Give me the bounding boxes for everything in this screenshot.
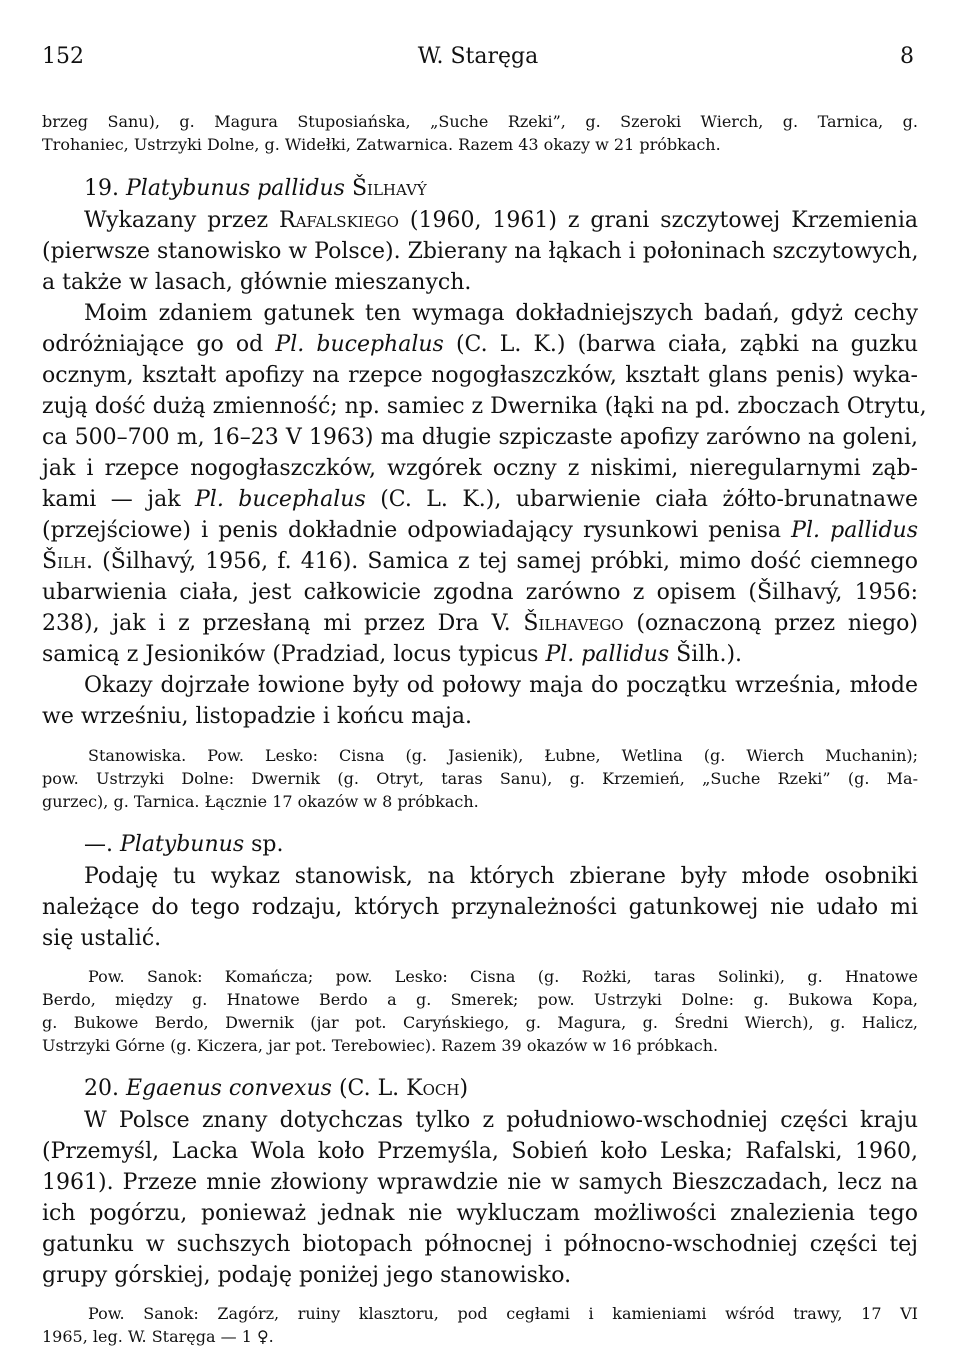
species-heading — [84, 1076, 918, 1101]
species-number: 20. — [84, 1076, 119, 1101]
section-number: 8 — [900, 44, 914, 69]
paragraph-line: Moim zdaniem gatunek ten wymaga dokładniejszych badań, gdyż cechy — [84, 301, 918, 326]
localities-line: pow. Ustrzyki Dolne: Dwernik (g. Otryt, taras Sanu), g. Krzemień, „Suche Rzeki” (g. Ma- — [42, 769, 918, 788]
paragraph-line: Šilh. (Šilhavý, 1956, f. 416). Samica z tej samej próbki, mimo dość ciemnego — [42, 549, 918, 574]
localities-line: g. Bukowe Berdo, Dwernik (jar pot. Caryńskiego, g. Magura, g. Średni Wierch), g. Halicz, — [42, 1013, 918, 1032]
paragraph-line: (przejściowe) i penis dokładnie odpowiadający rysunkowi penisa Pl. pallidus — [42, 518, 918, 543]
localities-line: gurzec), g. Tarnica. Łącznie 17 okazów w 8 próbkach. — [42, 792, 479, 811]
paragraph-line: Okazy dojrzałe łowione były od połowy maja do początku września, młode — [84, 673, 918, 698]
paragraph-line: W Polsce znany dotychczas tylko z południowo-wschodniej części kraju — [84, 1108, 918, 1133]
species-authority: (C. L. Koch) — [338, 1076, 469, 1101]
paragraph-line: ocznym, kształt apofizy na rzepce nogogłaszczków, kształt glans penis) wyka- — [42, 363, 918, 388]
paragraph-line: Trohaniec, Ustrzyki Dolne, g. Widełki, Zatwarnica. Razem 43 okazy w 21 próbkach. — [42, 135, 721, 154]
paragraph-line: należące do tego rodzaju, których przynależności gatunkowej nie udało mi — [42, 895, 918, 920]
species-name: Egaenus convexus — [126, 1076, 332, 1101]
paragraph-line: samicą z Jesioników (Pradziad, locus typicus Pl. pallidus Šilh.). — [42, 642, 743, 667]
paragraph-line: (Przemyśl, Lacka Wola koło Przemyśla, Sobień koło Leska; Rafalski, 1960, — [42, 1139, 918, 1164]
paragraph-line: kami — jak Pl. bucephalus (C. L. K.), ubarwienie ciała żółto-brunatnawe — [42, 487, 918, 512]
species-number: 19. — [84, 176, 119, 201]
localities-line: Pow. Sanok: Zagórz, ruiny klasztoru, pod cegłami i kamieniami wśród trawy, 17 VI — [88, 1304, 918, 1323]
localities-line: Pow. Sanok: Komańcza; pow. Lesko: Cisna (g. Rożki, taras Solinki), g. Hnatowe — [88, 967, 918, 986]
paragraph-line: ich pogórzu, ponieważ jednak nie wykluczam możliwości znalezienia tego — [42, 1201, 918, 1226]
paragraph-line: zują dość dużą zmienność; np. samiec z Dwernika (łąki na pd. zboczach Otrytu, — [42, 394, 927, 419]
paragraph-line: gatunku w suchszych biotopach północnej i północno-wschodniej części tej — [42, 1232, 918, 1257]
species-name: Platybunus pallidus — [126, 176, 345, 201]
localities-line: Stanowiska. Pow. Lesko: Cisna (g. Jasienik), Łubne, Wetlina (g. Wierch Muchanin); — [88, 746, 918, 765]
species-heading — [84, 176, 918, 201]
species-authority: Šilhavý — [351, 176, 427, 201]
localities-line: Ustrzyki Górne (g. Kiczera, jar pot. Terebowiec). Razem 39 okazów w 16 próbkach. — [42, 1036, 719, 1055]
species-name: Platybunus — [120, 832, 245, 857]
paragraph-line: 238), jak i z przesłaną mi przez Dra V. Šilhavego (oznaczoną przez niego) — [42, 611, 918, 636]
paragraph-line: jak i rzepce nogogłaszczków, wzgórek oczny z niskimi, nieregularnymi ząb- — [42, 456, 918, 481]
paragraph-line: Podaję tu wykaz stanowisk, na których zbierane były młode osobniki — [84, 864, 918, 889]
paragraph-line: grupy górskiej, podaję poniżej jego stanowisko. — [42, 1263, 572, 1288]
paragraph-line: się ustalić. — [42, 926, 162, 951]
page-header — [42, 44, 914, 80]
paragraph-line: a także w lasach, głównie mieszanych. — [42, 270, 472, 295]
page-number: 152 — [42, 44, 84, 69]
paragraph-line: ca 500–700 m, 16–23 V 1963) ma długie szpiczaste apofizy zarówno na goleni, — [42, 425, 918, 450]
running-head-author: W. Staręga — [417, 44, 539, 69]
paragraph-line: 1961). Przeze mnie złowiony wprawdzie nie w samych Bieszczadach, lecz na — [42, 1170, 918, 1195]
localities-line: 1965, leg. W. Staręga — 1 ♀. — [42, 1327, 274, 1346]
species-heading: —. Platybunus sp. — [84, 832, 284, 857]
paragraph-line: we wrześniu, listopadzie i końcu maja. — [42, 704, 472, 729]
paragraph-line: brzeg Sanu), g. Magura Stuposiańska, „Suche Rzeki”, g. Szeroki Wierch, g. Tarnica, g. — [42, 112, 918, 131]
paragraph-line: Wykazany przez Rafalskiego (1960, 1961) z grani szczytowej Krzemienia — [84, 208, 918, 233]
paragraph-line: (pierwsze stanowisko w Polsce). Zbierany na łąkach i połoninach szczytowych, — [42, 239, 919, 264]
paragraph-line: odróżniające go od Pl. bucephalus (C. L. K.) (barwa ciała, ząbki na guzku — [42, 332, 918, 357]
localities-line: Berdo, między g. Hnatowe Berdo a g. Smerek; pow. Ustrzyki Dolne: g. Bukowa Kopa, — [42, 990, 918, 1009]
paragraph-line: ubarwienia ciała, jest całkowicie zgodna zarówno z opisem (Šilhavý, 1956: — [42, 580, 918, 605]
